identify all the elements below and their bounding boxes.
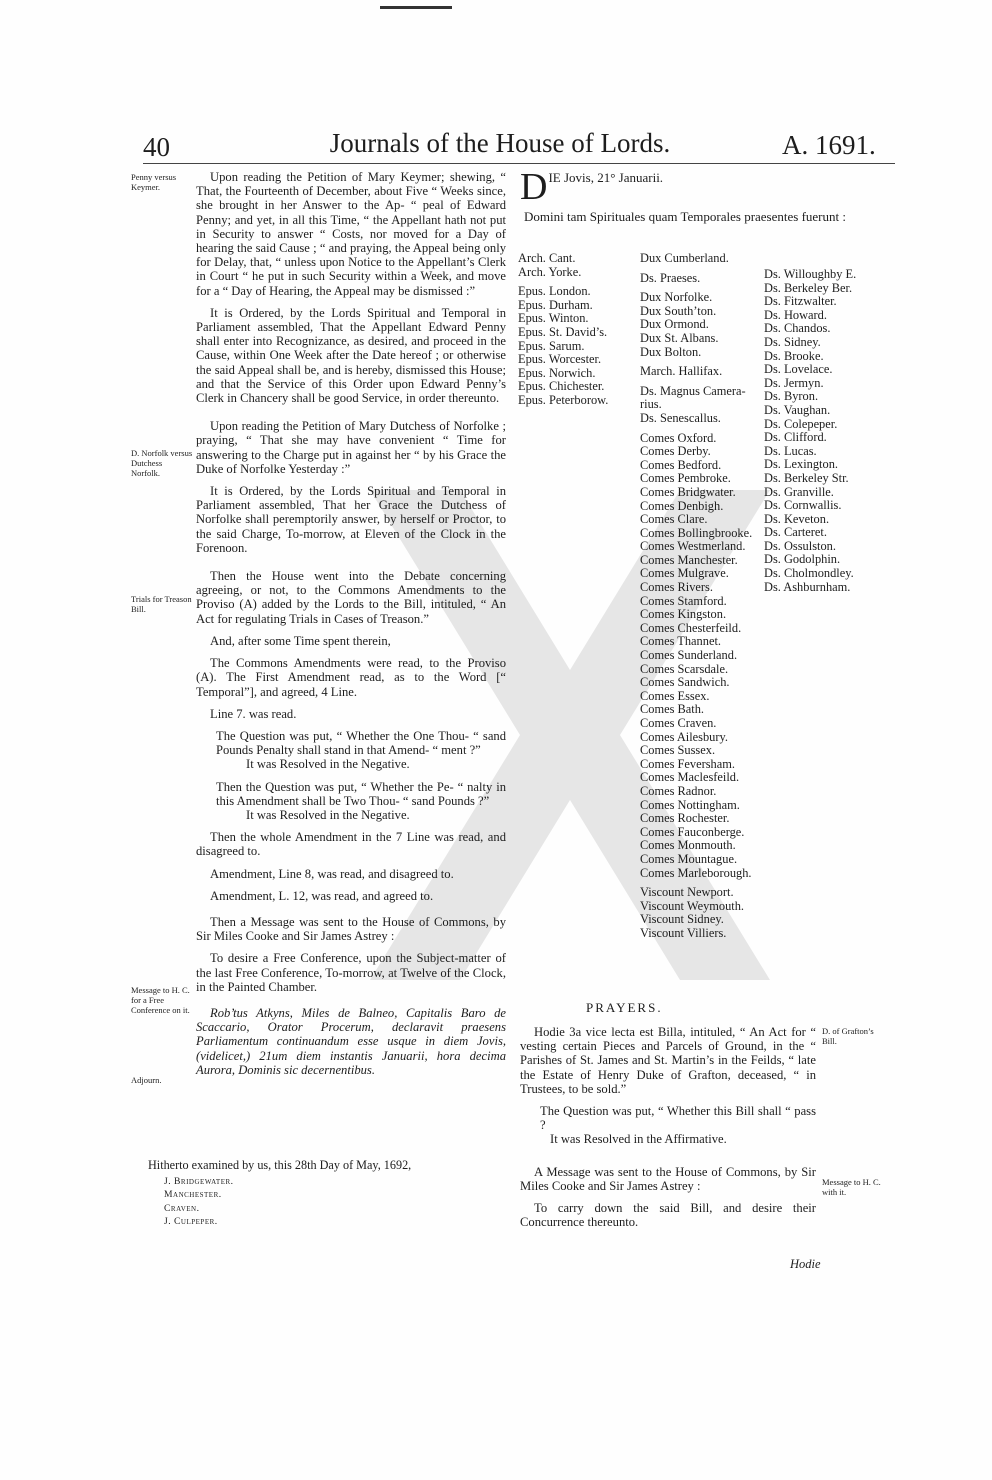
domini-heading: Domini tam Spirituales quam Temporales praesentes fuerunt :: [524, 209, 846, 224]
attendee: Ds. Sidney.: [764, 334, 821, 349]
attendee: Comes Sussex.: [640, 743, 716, 758]
signer: J. Bridgewater.: [164, 1176, 234, 1187]
paragraph-question-one: The Question was put, “ Whether the One Thou- “ sand Pounds Penalty shall stand in that Amend- “ ment ?”: [216, 728, 506, 758]
attendance-barons: [764, 268, 856, 594]
attendee: Comes Maclesfeild.: [640, 770, 740, 785]
dateline-text: IE Jovis, 21° Januarii.: [548, 170, 664, 185]
attendee: Comes Bollingbrooke.: [640, 525, 753, 540]
signer: Manchester.: [164, 1189, 222, 1201]
attendee: Dux South’ton.: [640, 303, 717, 318]
attendee: Ds. Ossulston.: [764, 538, 836, 553]
attendee: Ds. Cholmondley.: [764, 566, 854, 581]
attendee: Comes Bridgwater.: [640, 484, 736, 499]
year: A. 1691.: [782, 130, 876, 160]
paragraph-line-seven: Line 7. was read.: [210, 706, 297, 721]
attendee: Comes Monmouth.: [640, 838, 736, 853]
right-column-text: [520, 1025, 816, 1237]
attendee: Ds. Clifford.: [764, 430, 827, 445]
running-title: Journals of the House of Lords.: [329, 128, 671, 158]
attendee: Comes Oxford.: [640, 430, 717, 445]
attendee: Dux Norfolke.: [640, 290, 713, 305]
attendee: Ds. Praeses.: [640, 270, 701, 285]
attendee: Dux Bolton.: [640, 344, 702, 359]
attendee: Epus. Peterborow.: [518, 392, 609, 407]
attendee: Ds. Byron.: [764, 389, 819, 404]
attendee: Ds. Granville.: [764, 484, 834, 499]
header-rule: [143, 163, 895, 164]
attendee: Ds. Berkeley Str.: [764, 470, 849, 485]
attendee: Epus. Winton.: [518, 311, 589, 326]
attendee: Comes Craven.: [640, 716, 717, 730]
attendee: Comes Mountague.: [640, 851, 738, 866]
attendee: Comes Ailesbury.: [640, 729, 728, 744]
paragraph-time-spent: And, after some Time spent therein,: [210, 633, 391, 648]
attendee: Ds. Cornwallis.: [764, 498, 842, 513]
top-rule: [380, 6, 452, 9]
attendee: Arch. Yorke.: [518, 264, 582, 279]
paragraph-grafton-bill: Hodie 3a vice lecta est Billa, intituled, “ An Act for “ vesting certain Pieces and Parcels of Ground, in the “ Parishes of St. James and St. Martin’s in the Feilds, “ late the Estate of Henry Duke of Grafton, deceased, “ in Trustees, to be sold.”: [520, 1025, 816, 1096]
attendee: Comes Manchester.: [640, 552, 738, 567]
attendee: rius.: [640, 397, 662, 412]
attendee: Comes Clare.: [640, 512, 708, 527]
attendee: Comes Fauconberge.: [640, 824, 745, 839]
attendee: Epus. Chichester.: [518, 379, 605, 394]
signers-list: [164, 1175, 234, 1229]
margin-note-grafton: D. of Grafton’s Bill.: [822, 1026, 874, 1046]
attendee: Viscount Weymouth.: [640, 898, 745, 913]
paragraph-question-two: Then the Question was put, “ Whether the Pe- “ nalty in this Amendment shall be Two Thou- “ sand Pounds ?”: [216, 779, 506, 808]
attendee: Comes Denbigh.: [640, 498, 724, 513]
attendee: Ds. Ashburnham.: [764, 579, 851, 594]
margin-note-message: Message to H. C. for a Free Conference on it.: [131, 985, 190, 1015]
paragraph-norfolk-order: It is Ordered, by the Lords Spiritual and Temporal in Parliament assembled, That her Grace the Dutchess of Norfolke shall peremptorily answer, by herself or Proctor, to the said Charge, To-morrow, at Eleven of the Clock in the Forenoon.: [196, 484, 506, 555]
paragraph-concurrence: To carry down the said Bill, and desire their Concurrence thereunto.: [520, 1201, 816, 1230]
paragraph-norfolk-petition: Upon reading the Petition of Mary Dutchess of Norfolke ; praying, “ That she may have convenient “ Time for answering to the Charge put in against her “ by his Grace the Duke of Norfolke Yesterday :”: [196, 419, 506, 476]
attendee: Comes Thannet.: [640, 634, 721, 649]
attendee: Ds. Jermyn.: [764, 375, 824, 390]
attendee: Comes Nottingham.: [640, 797, 740, 812]
paragraph-whole-amendment: Then the whole Amendment in the 7 Line was read, and disagreed to.: [196, 830, 506, 859]
resolution-two: It was Resolved in the Negative.: [246, 807, 410, 822]
attendee: Ds. Senescallus.: [640, 410, 721, 425]
attendee: Comes Marleborough.: [640, 865, 752, 880]
attendee: Ds. Chandos.: [764, 321, 831, 336]
attendee: Ds. Howard.: [764, 307, 827, 322]
attendee: Comes Westmerland.: [640, 539, 746, 554]
attendee: Ds. Carteret.: [764, 525, 827, 540]
signer: J. Culpeper.: [164, 1216, 218, 1228]
attendee: Comes Stamford.: [640, 593, 727, 608]
attendee: Comes Feversham.: [640, 756, 735, 771]
paragraph-question-pass: The Question was put, “ Whether this Bill shall “ pass ?: [540, 1104, 816, 1133]
margin-note-adjourn: Adjourn.: [131, 1075, 162, 1085]
margin-note-trials: Trials for Treason Bill.: [131, 594, 192, 614]
attendee: Ds. Colepeper.: [764, 416, 838, 431]
paragraph-penny-order: It is Ordered, by the Lords Spiritual and Temporal in Parliament assembled, That the Appellant Edward Penny shall enter into Recognizance, as desired, and proceed in the Cause, within One Week after the Date hereof ; or otherwise the said Appeal shall be, and is hereby, dismissed this House; and that the Service of this Order upon Edward Penny’s Clerk in Chancery shall be good Service, in order thereunto.: [196, 305, 506, 406]
attendee: Ds. Fitzwalter.: [764, 294, 837, 309]
paragraph-amendments-read: The Commons Amendments were read, to the Proviso (A). The First Amendment read, as to the Word [“ Temporal”], and agreed, 4 Line.: [196, 656, 506, 699]
catchword: Hodie: [790, 1257, 821, 1271]
attestation: Hitherto examined by us, this 28th Day of May, 1692,: [148, 1158, 412, 1172]
resolution-affirmative: It was Resolved in the Affirmative.: [550, 1132, 727, 1147]
attendee: Epus. London.: [518, 284, 591, 299]
resolution-one: It was Resolved in the Negative.: [246, 757, 410, 772]
attendee: Dux Cumberland.: [640, 251, 729, 265]
paragraph-message: Then a Message was sent to the House of Commons, by Sir Miles Cooke and Sir James Astrey :: [196, 914, 506, 944]
margin-note-message-two: Message to H. C. with it.: [822, 1177, 881, 1197]
paragraph-treason-debate: Then the House went into the Debate concerning agreeing, or not, to the Commons Amendments to the Proviso (A) added by the Lords to the Bill, intituled, “ An Act for regulating Trials in Cases of Treason.”: [196, 569, 506, 626]
attendee: Comes Rivers.: [640, 580, 713, 595]
paragraph-free-conference: To desire a Free Conference, upon the Subject-matter of the last Free Conference, To-morrow, at Twelve of the Clock, in the Painted Chamber.: [196, 951, 506, 994]
attendee: Dux St. Albans.: [640, 330, 719, 345]
attendee: Ds. Magnus Camera-: [640, 383, 746, 398]
drop-cap: D: [520, 166, 548, 208]
attendee: Ds. Willoughby E.: [764, 267, 857, 281]
margin-note-penny: Penny versus Keymer.: [131, 172, 177, 192]
paragraph-line-twelve: Amendment, L. 12, was read, and agreed to.: [210, 888, 434, 903]
paragraph-penny-petition: Upon reading the Petition of Mary Keymer; shewing, “ That, the Fourteenth of December, about Five “ Weeks since, she brought in her Answer to the Ap- “ peal of Edward Penny; and yet, in all this Time, “ the Appellant hath not put in Security to answer “ Costs, nor moved for a Day of hearing the said Cause ; “ and praying, the Appeal being only for Delay, that, “ unless upon Notice to the Appellant’s Clerk in Court “ he put in such Security within a Week, and move for a “ Day of Hearing, the Appeal may be dismissed :”: [196, 170, 506, 298]
attendee: March. Hallifax.: [640, 364, 723, 379]
page-number: 40: [143, 132, 170, 162]
attendee: Ds. Lovelace.: [764, 362, 833, 377]
left-column: [196, 170, 506, 1085]
attendee: Viscount Newport.: [640, 885, 734, 900]
signer: Craven.: [164, 1202, 200, 1214]
paragraph-message-commons: A Message was sent to the House of Commons, by Sir Miles Cooke and Sir James Astrey :: [520, 1164, 816, 1193]
attendee: Epus. Norwich.: [518, 365, 596, 380]
attendee: Comes Kingston.: [640, 607, 727, 622]
attendee: Viscount Sidney.: [640, 912, 724, 927]
attendee: Ds. Keveton.: [764, 511, 830, 526]
attendee: Comes Bath.: [640, 702, 705, 717]
attendee: Comes Derby.: [640, 444, 711, 459]
paragraph-adjournment: Rob’tus Atkyns, Miles de Balneo, Capitalis Baro de Scaccario, Orator Procerum, declaravit praesens Parliamentum continuandum esse usque in diem Jovis, (videlicet,) 21um diem instantis Januarii, hora decima Aurora, Dominis sic decernentibus.: [196, 1005, 506, 1077]
paragraph-line-eight: Amendment, Line 8, was read, and disagreed to.: [210, 866, 454, 881]
attendee: Ds. Brooke.: [764, 348, 824, 363]
attendee: Comes Sandwich.: [640, 675, 730, 690]
attendee: Comes Essex.: [640, 688, 710, 703]
attendee: Comes Radnor.: [640, 783, 717, 798]
attendee: Ds. Berkeley Ber.: [764, 280, 853, 295]
margin-note-norfolk: D. Norfolk versus Dutchess Norfolk.: [131, 448, 193, 478]
prayers-heading: PRAYERS.: [586, 1000, 663, 1015]
attendance-temporal: [640, 252, 752, 941]
attendee: Comes Sunderland.: [640, 648, 738, 663]
attendee: Comes Rochester.: [640, 811, 730, 826]
attendee: Comes Pembroke.: [640, 471, 731, 486]
attendee: Comes Scarsdale.: [640, 661, 729, 676]
attendee: Ds. Lucas.: [764, 443, 817, 458]
attendee: Epus. Durham.: [518, 297, 593, 312]
attendee: Epus. St. David’s.: [518, 324, 608, 339]
attendee: Ds. Vaughan.: [764, 402, 831, 417]
attendee: Epus. Sarum.: [518, 338, 585, 353]
attendee: Epus. Worcester.: [518, 352, 602, 367]
dateline: [520, 166, 840, 208]
attendee: Ds. Godolphin.: [764, 552, 841, 567]
attendance-spiritual: [518, 252, 608, 408]
attendee: Viscount Villiers.: [640, 925, 727, 940]
attendee: Dux Ormond.: [640, 317, 709, 332]
attendee: Ds. Lexington.: [764, 457, 838, 472]
attendee: Comes Mulgrave.: [640, 566, 729, 581]
attendee: Arch. Cant.: [518, 251, 576, 265]
attendee: Comes Chesterfeild.: [640, 620, 742, 635]
attendee: Comes Bedford.: [640, 457, 722, 472]
